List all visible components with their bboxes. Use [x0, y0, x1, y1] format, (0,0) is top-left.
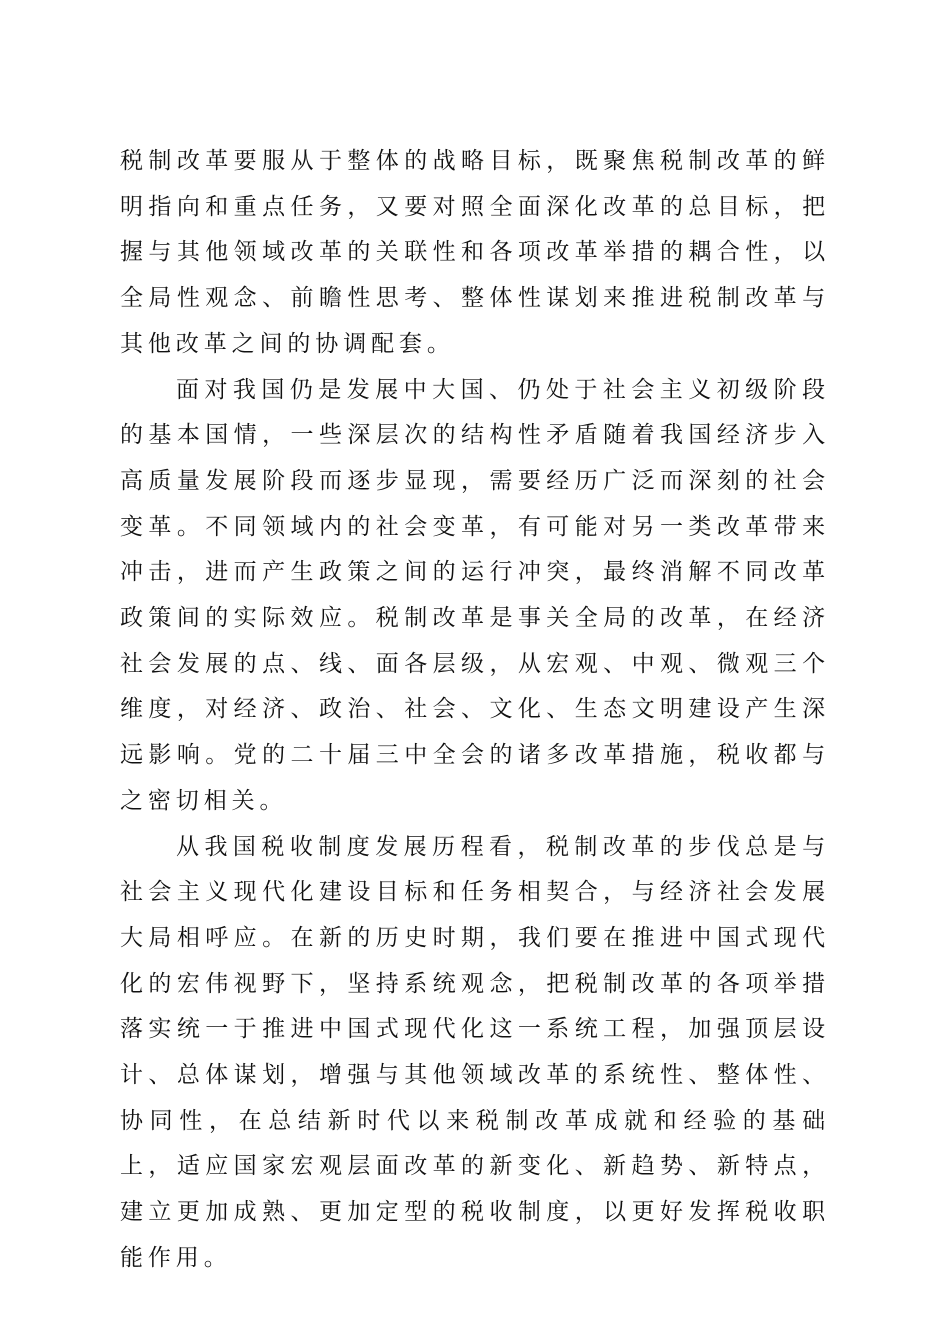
paragraph-3: 从我国税收制度发展历程看，税制改革的步伐总是与社会主义现代化建设目标和任务相契合，与经济社会发展大局相呼应。在新的历史时期，我们要在推进中国式现代化的宏伟视野下，坚持系统观念，把税制改革的各项举措落实统一于推进中国式现代化这一系统工程，加强顶层设计、总体谋划，增强与其他领域改革的系统性、整体性、协同性，在总结新时代以来税制改革成就和经验的基础上，适应国家宏观层面改革的新变化、新趋势、新特点，建立更加成熟、更加定型的税收制度，以更好发挥税收职能作用。 [120, 833, 830, 1271]
paragraph-2: 面对我国仍是发展中大国、仍处于社会主义初级阶段的基本国情，一些深层次的结构性矛盾随着我国经济步入高质量发展阶段而逐步显现，需要经历广泛而深刻的社会变革。不同领域内的社会变革，有可能对另一类改革带来冲击，进而产生政策之间的运行冲突，最终消解不同改革政策间的实际效应。税制改革是事关全局的改革，在经济社会发展的点、线、面各层级，从宏观、中观、微观三个维度，对经济、政治、社会、文化、生态文明建设产生深远影响。党的二十届三中全会的诸多改革措施，税收都与之密切相关。 [120, 376, 830, 814]
document-body [120, 139, 830, 1282]
paragraph-1: 税制改革要服从于整体的战略目标，既聚焦税制改革的鲜明指向和重点任务，又要对照全面深化改革的总目标，把握与其他领域改革的关联性和各项改革举措的耦合性，以全局性观念、前瞻性思考、整体性谋划来推进税制改革与其他改革之间的协调配套。 [120, 148, 830, 357]
